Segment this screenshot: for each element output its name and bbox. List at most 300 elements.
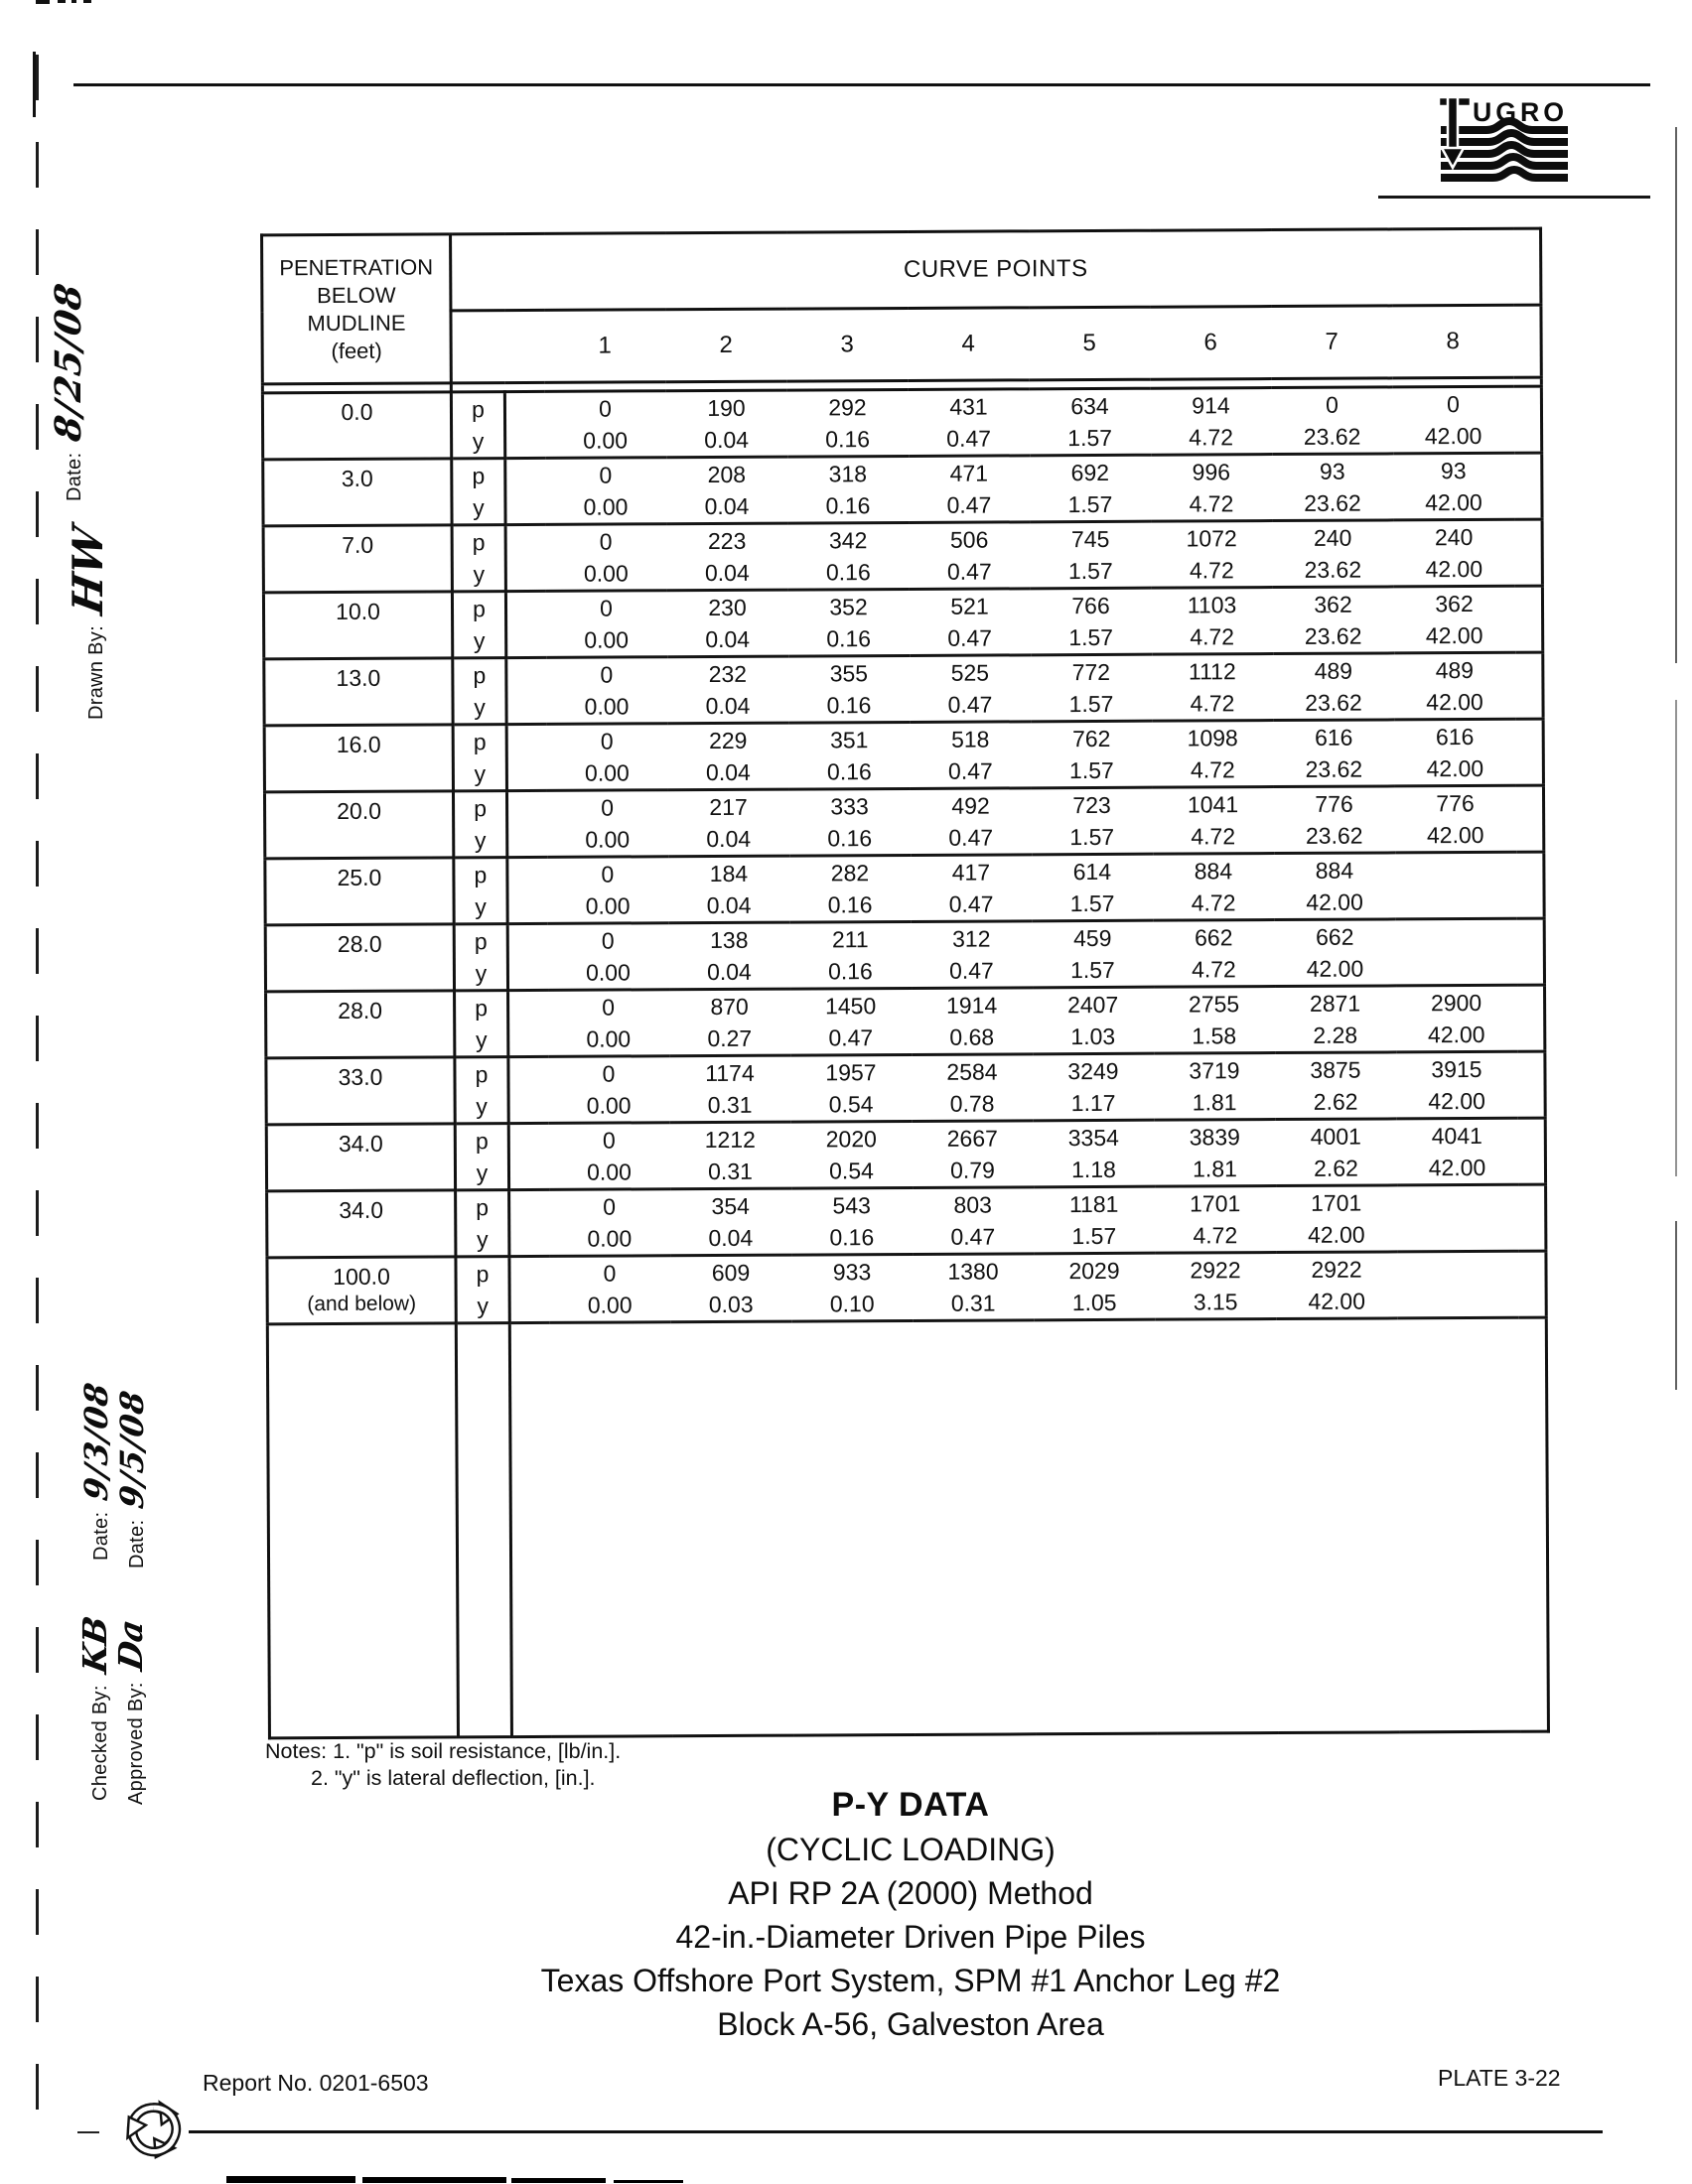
plate-subtitle: Block A-56, Galveston Area [717, 2006, 1104, 2042]
py-label-cell [452, 459, 505, 525]
y-value: 0.16 [826, 692, 872, 719]
penetration-header-line: (feet) [331, 338, 382, 363]
curve-point-cell [667, 789, 788, 857]
curve-point-cell [1274, 919, 1395, 987]
spacer-cell [505, 591, 545, 657]
p-value: 0 [603, 1193, 617, 1220]
p-value: 4001 [1310, 1123, 1361, 1150]
spacer-cell [1516, 918, 1544, 985]
p-value: 614 [1072, 858, 1112, 886]
y-value: 0.00 [585, 826, 631, 853]
curve-point-cell [909, 589, 1030, 656]
curve-point-cell [1034, 1253, 1155, 1320]
depth-value: 13.0 [336, 664, 381, 691]
y-value: 42.00 [1425, 555, 1483, 583]
p-value: 352 [829, 594, 868, 620]
py-label-cell [453, 725, 506, 791]
p-value: 3875 [1310, 1056, 1361, 1083]
p-value: 803 [953, 1191, 992, 1218]
y-value [1397, 1254, 1518, 1256]
p-value: 776 [1315, 790, 1353, 817]
y-value: 0.16 [825, 559, 871, 586]
plate-subtitle: API RP 2A (2000) Method [728, 1875, 1093, 1911]
fugro-logo-icon [1427, 92, 1576, 190]
y-value: 0.16 [825, 426, 871, 453]
curve-point-cell [1034, 1186, 1155, 1254]
point-number: 4 [908, 308, 1029, 381]
p-value: 489 [1435, 656, 1475, 684]
curve-point-cell [913, 1187, 1034, 1255]
p-value: 1098 [1187, 725, 1238, 751]
curve-point-cell [790, 988, 912, 1055]
depth-cell [266, 1057, 455, 1125]
curve-point-cell [1396, 1118, 1517, 1185]
footer-rule [189, 2130, 1603, 2133]
table-row [265, 852, 1544, 925]
margin-approved-by [111, 1616, 150, 1805]
curve-point-cell [1155, 1253, 1276, 1320]
p-value: 4041 [1431, 1122, 1482, 1150]
y-value [1397, 1187, 1518, 1189]
y-value: 1.57 [1069, 889, 1115, 917]
p-value: 543 [832, 1192, 871, 1219]
y-value: 2.62 [1314, 1155, 1358, 1181]
penetration-header [262, 234, 452, 384]
depth-value: 10.0 [336, 598, 380, 624]
p-value: 933 [832, 1259, 872, 1286]
depth-cell [266, 991, 455, 1058]
p-value: 2020 [825, 1126, 877, 1153]
point-number: 3 [786, 308, 908, 381]
curve-point-cell [913, 1254, 1034, 1321]
curve-point-cell [786, 389, 908, 457]
y-value: 0.04 [705, 692, 751, 720]
p-row-label: p [472, 529, 486, 556]
spacer-cell [1517, 1118, 1545, 1184]
curve-point-cell [1031, 787, 1152, 855]
curve-point-cell [788, 722, 910, 789]
y-value: 1.18 [1071, 1156, 1116, 1183]
margin-drawn-date [48, 279, 89, 501]
spacer-cell [1517, 985, 1545, 1051]
curve-point-cell [912, 988, 1033, 1055]
y-value: 0.00 [583, 427, 629, 454]
curve-point-cell [1397, 1251, 1518, 1318]
p-value: 471 [949, 460, 989, 486]
spacer-cell [1515, 785, 1543, 852]
curve-point-cell [1152, 721, 1273, 788]
curve-point-cell [912, 1121, 1033, 1188]
recycle-icon [115, 2091, 193, 2175]
scan-edge-line [1675, 700, 1677, 1176]
y-value: 0.31 [708, 1158, 753, 1185]
y-value: 0.16 [827, 825, 873, 852]
curve-point-cell [549, 1256, 670, 1323]
table-row [266, 1051, 1545, 1125]
scan-mark [226, 2176, 355, 2183]
curve-point-cell [1030, 521, 1151, 589]
y-row-label: y [474, 827, 487, 854]
y-value: 42.00 [1426, 821, 1484, 849]
point-number: 7 [1271, 306, 1392, 379]
p-value: 521 [950, 593, 989, 619]
curve-point-cell [1394, 652, 1515, 720]
y-value: 0.00 [584, 759, 630, 786]
curve-point-cell [1155, 1186, 1276, 1254]
py-label-cell [456, 1190, 509, 1257]
fugro-logo [1427, 92, 1576, 190]
p-row-label: p [475, 995, 489, 1022]
spacer-cell [506, 790, 546, 857]
y-value [1395, 855, 1516, 857]
p-value: 662 [1195, 924, 1233, 951]
y-value: 0.04 [708, 1224, 754, 1252]
curve-point-cell [1031, 721, 1152, 788]
y-value: 0.47 [947, 624, 993, 651]
curve-point-cell [910, 788, 1031, 856]
y-value: 42.00 [1308, 1288, 1366, 1314]
curve-point-cell [666, 523, 787, 591]
depth-cell [265, 924, 454, 992]
drawn-by-label: Drawn By: [85, 625, 107, 720]
p-value: 492 [951, 792, 990, 819]
curve-point-cell [1393, 586, 1514, 653]
y-value: 2.28 [1313, 1022, 1358, 1048]
table-row [266, 1118, 1545, 1191]
p-value: 0 [600, 661, 614, 688]
p-value: 0 [603, 1260, 617, 1287]
depth-subtext: (and below) [307, 1292, 417, 1316]
curve-point-cell [1272, 587, 1393, 654]
curve-point-cell [791, 1254, 913, 1321]
p-value: 354 [711, 1192, 750, 1220]
fugro-logo-text: UGRO [1473, 97, 1568, 127]
curve-point-cell [545, 591, 666, 658]
depth-value: 28.0 [338, 997, 383, 1024]
curve-point-cell [787, 456, 909, 523]
py-label-cell [452, 525, 505, 592]
spacer-cell [1513, 386, 1541, 453]
curve-point-cell [1031, 654, 1152, 722]
table-row [263, 519, 1542, 593]
y-value: 0.47 [948, 957, 994, 984]
py-label-cell [452, 592, 505, 658]
depth-cell [263, 459, 452, 526]
spacer-cell [1515, 652, 1543, 719]
spacer-cell [509, 1189, 549, 1256]
y-value: 0.16 [827, 958, 873, 985]
curve-point-cell [1152, 787, 1273, 855]
py-label-cell [456, 1257, 509, 1323]
table-row [264, 785, 1543, 859]
y-value: 4.72 [1189, 490, 1234, 517]
y-value: 4.72 [1191, 823, 1236, 850]
curve-point-cell [1152, 654, 1273, 722]
spacer-cell [1518, 1184, 1546, 1251]
p-value: 459 [1073, 924, 1112, 952]
curve-point-cell [548, 1056, 669, 1124]
p-value: 609 [711, 1259, 751, 1287]
p-value: 2667 [946, 1125, 998, 1152]
p-value: 362 [1435, 590, 1474, 617]
curve-point-cell [1154, 1120, 1275, 1187]
depth-cell [262, 392, 451, 460]
p-row-label: p [473, 596, 486, 622]
p-value: 776 [1436, 789, 1475, 817]
y-value: 23.62 [1305, 822, 1363, 849]
penetration-header-line: PENETRATION [279, 253, 434, 280]
p-value: 292 [828, 394, 867, 421]
curve-point-cell [665, 390, 786, 458]
y-value: 0.47 [828, 1024, 874, 1051]
y-value: 0.00 [583, 560, 629, 587]
p-row-label: p [473, 729, 487, 755]
footer-rule-stub [77, 2131, 99, 2133]
p-value: 2922 [1311, 1256, 1362, 1283]
point-number: 6 [1150, 307, 1271, 380]
spacer-cell [504, 391, 544, 458]
y-value: 42.00 [1428, 1087, 1485, 1115]
curve-point-cell [1394, 719, 1515, 786]
y-value: 4.72 [1189, 424, 1234, 451]
handwritten-date: 8/25/08 [48, 279, 89, 445]
p-value: 525 [950, 659, 990, 686]
p-value: 2900 [1430, 989, 1482, 1017]
y-value: 4.72 [1189, 557, 1234, 584]
handwritten-date: 9/5/08 [113, 1386, 151, 1512]
y-value: 4.72 [1191, 956, 1236, 983]
curve-point-cell [788, 788, 910, 856]
p-value: 333 [830, 793, 869, 820]
p-value: 0 [602, 994, 616, 1021]
p-value: 0 [601, 927, 615, 954]
p-value: 232 [708, 660, 748, 688]
curve-point-cell [548, 990, 669, 1057]
y-value: 23.62 [1305, 689, 1362, 716]
p-value: 0 [600, 595, 613, 621]
note-line: 2. "y" is lateral deflection, [in.]. [311, 1766, 596, 1790]
table-row [263, 586, 1542, 659]
y-value: 0.54 [829, 1158, 874, 1184]
curve-point-cell [668, 856, 789, 923]
y-value: 0.31 [707, 1091, 753, 1119]
p-value: 240 [1434, 523, 1474, 551]
p-value: 217 [709, 793, 748, 821]
p-value: 93 [1440, 458, 1467, 484]
y-value [1395, 921, 1516, 923]
y-value: 0.54 [828, 1091, 874, 1118]
spacer-cell [1514, 519, 1542, 586]
spacer-cell [508, 990, 548, 1056]
curve-point-cell [1033, 1120, 1154, 1187]
y-value: 1.03 [1070, 1023, 1116, 1050]
y-row-label: y [473, 494, 485, 521]
p-value: 914 [1192, 392, 1230, 419]
y-value: 0.00 [586, 1092, 632, 1119]
py-label-cell [454, 924, 507, 991]
py-label-cell [451, 392, 504, 459]
margin-approved-date [113, 1386, 151, 1569]
y-value: 1.05 [1071, 1289, 1117, 1316]
curve-point-cell [666, 457, 787, 524]
spacer-cell [1518, 1251, 1546, 1317]
p-value: 1212 [704, 1126, 756, 1154]
y-value: 0.16 [826, 758, 872, 785]
y-value: 0.04 [704, 426, 750, 454]
curve-point-cell [908, 389, 1029, 457]
y-value: 0.00 [586, 1025, 632, 1052]
curve-point-cell [1153, 920, 1274, 988]
y-value: 0.00 [583, 493, 629, 520]
curve-point-cell [546, 724, 667, 791]
spacer-cell [508, 1056, 548, 1123]
curve-point-cell [1273, 720, 1394, 787]
y-value: 23.62 [1304, 622, 1362, 649]
y-value: 0.47 [947, 691, 993, 718]
curve-point-cell [1154, 1053, 1275, 1121]
p-value: 93 [1319, 458, 1345, 484]
p-value: 0 [599, 528, 613, 555]
spacer-cell [1515, 719, 1543, 785]
p-value: 1701 [1311, 1189, 1362, 1216]
table-row [267, 1184, 1546, 1258]
point-number: 5 [1029, 307, 1150, 380]
y-value: 2.62 [1313, 1088, 1358, 1115]
y-row-label: y [477, 1293, 490, 1319]
curve-point-cell [789, 855, 911, 922]
y-value: 4.72 [1193, 1222, 1238, 1249]
p-value: 431 [949, 393, 988, 420]
curve-point-cell [912, 1054, 1033, 1122]
depth-value: 28.0 [337, 930, 382, 957]
p-value: 211 [831, 926, 869, 953]
curve-point-cell [1393, 453, 1514, 520]
p-value: 318 [828, 461, 868, 487]
spacer-cell [506, 657, 546, 724]
curve-point-cell [910, 722, 1031, 789]
p-value: 692 [1070, 459, 1110, 486]
curve-point-cell [1154, 987, 1275, 1054]
y-value: 42.00 [1306, 955, 1364, 982]
depth-value: 100.0 [333, 1263, 390, 1291]
p-value: 0 [602, 1127, 616, 1154]
left-margin-dashed-line [36, 55, 39, 2119]
y-value: 0.16 [826, 625, 872, 652]
y-row-label: y [477, 1226, 489, 1253]
p-value: 417 [951, 859, 991, 886]
curve-point-cell [544, 391, 665, 459]
y-value: 1.57 [1068, 690, 1114, 718]
scan-mark [83, 0, 91, 3]
curve-point-cell [909, 522, 1030, 590]
y-row-label: y [475, 893, 487, 920]
p-value: 616 [1435, 723, 1475, 751]
p-value: 772 [1071, 658, 1111, 686]
p-value: 1701 [1190, 1190, 1241, 1217]
p-row-label: p [476, 1261, 490, 1288]
curve-point-cell [1392, 386, 1513, 454]
y-value: 42.00 [1426, 754, 1484, 782]
p-value: 312 [952, 925, 991, 952]
y-value: 0.16 [825, 492, 871, 519]
spacer-cell [507, 857, 547, 923]
curve-point-cell [789, 921, 911, 989]
y-value: 1.57 [1069, 956, 1115, 984]
p-value: 2922 [1190, 1257, 1241, 1284]
curve-point-cell [669, 989, 790, 1056]
scan-mark [71, 0, 76, 3]
y-value: 0.47 [948, 824, 994, 851]
y-value: 0.00 [587, 1292, 633, 1318]
curve-point-cell [1276, 1185, 1397, 1253]
curve-point-cell [667, 723, 788, 790]
curve-point-cell [1276, 1252, 1397, 1319]
table-row [267, 1251, 1546, 1324]
y-value: 0.04 [704, 559, 750, 587]
date-label: Date: [64, 452, 85, 501]
curve-point-cell [1033, 1053, 1154, 1121]
p-value: 0 [598, 395, 612, 422]
curve-point-cell [1275, 1052, 1396, 1120]
p-value: 616 [1314, 724, 1353, 751]
y-value: 23.62 [1304, 556, 1362, 583]
y-row-label: y [475, 960, 488, 987]
curve-point-cell [1396, 1051, 1517, 1119]
p-value: 1041 [1187, 791, 1239, 818]
p-row-label: p [473, 662, 487, 689]
curve-point-cell [1032, 854, 1153, 921]
p-value: 362 [1314, 591, 1352, 617]
p-value: 518 [950, 726, 990, 752]
depth-cell [266, 1124, 455, 1191]
y-value: 42.00 [1425, 621, 1483, 649]
y-value: 0.04 [705, 625, 751, 653]
y-value: 0.16 [829, 1224, 875, 1251]
depth-cell [264, 725, 453, 792]
curve-point-cell [1396, 985, 1517, 1052]
table-row [263, 453, 1542, 526]
curve-point-cell [1151, 455, 1272, 522]
table-row [264, 719, 1543, 792]
p-value: 489 [1314, 657, 1353, 684]
table-row [264, 652, 1543, 726]
depth-value: 34.0 [339, 1196, 384, 1223]
y-value: 1.17 [1070, 1089, 1116, 1117]
py-table-body [262, 386, 1546, 1324]
y-value: 42.00 [1426, 688, 1483, 716]
curve-point-cell [669, 1122, 790, 1189]
p-value: 190 [707, 394, 746, 422]
curve-point-cell [1273, 786, 1394, 854]
y-value: 1.57 [1071, 1222, 1117, 1250]
y-value: 0.00 [587, 1159, 632, 1185]
y-value: 1.58 [1192, 1023, 1237, 1049]
curve-point-cell [787, 522, 909, 590]
p-value: 2407 [1066, 991, 1119, 1019]
scan-edge-line [1675, 127, 1677, 663]
p-value: 745 [1070, 525, 1110, 553]
curve-point-cell [549, 1189, 670, 1257]
curve-point-cell [1151, 588, 1272, 655]
y-value: 0.04 [705, 758, 751, 786]
y-value: 1.57 [1067, 557, 1113, 585]
y-value: 42.00 [1306, 888, 1363, 915]
curve-point-cell [1032, 920, 1153, 988]
y-value: 0.27 [707, 1024, 753, 1052]
y-value: 0.04 [706, 825, 752, 853]
curve-point-cell [669, 1055, 790, 1123]
curve-point-cell [666, 590, 787, 657]
